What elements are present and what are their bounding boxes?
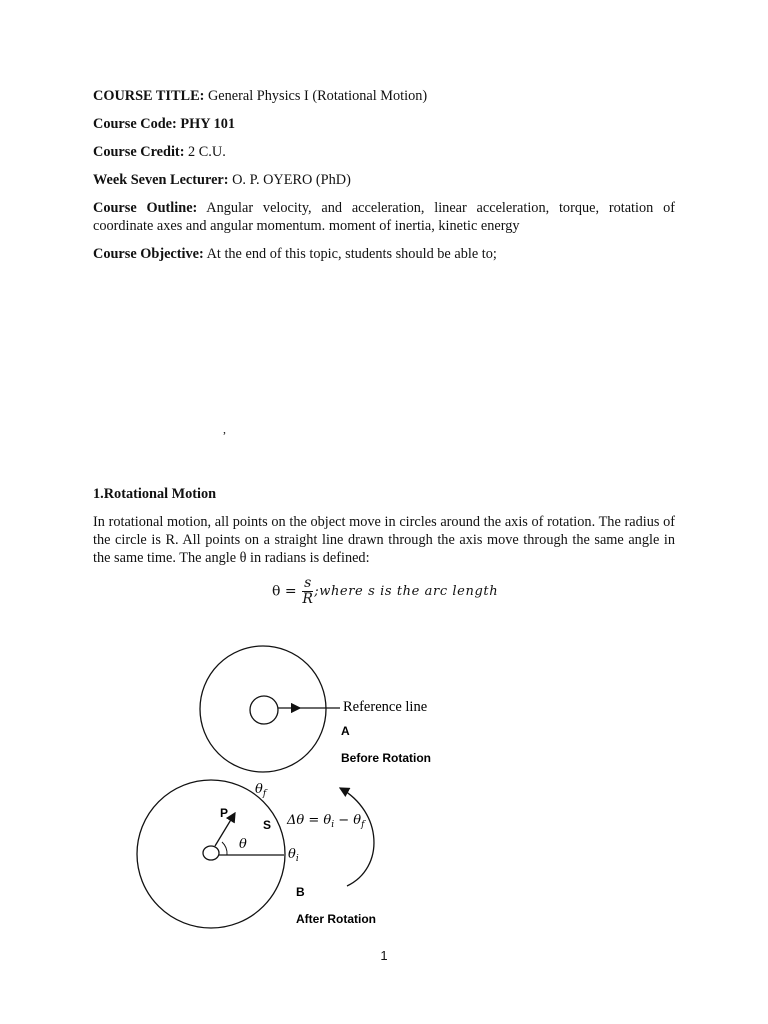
axis-circle-b — [203, 846, 219, 860]
objective-value: At the end of this topic, students should be able to; — [203, 246, 497, 262]
formula-numerator: s — [304, 575, 312, 591]
section-heading: 1.Rotational Motion — [93, 486, 217, 502]
point-p-label: P — [220, 806, 229, 820]
arc-s-label: S — [263, 818, 272, 832]
theta-i-label: $\theta_i$ — [288, 847, 299, 864]
theta-label: θ — [239, 837, 247, 852]
lecturer-label: Week Seven Lecturer: — [93, 172, 229, 188]
delta-theta-equation: $\Delta\theta = \theta_i - \theta_f$ — [287, 813, 365, 830]
outline-label: Course Outline: — [93, 200, 198, 216]
course-title-value: General Physics I (Rotational Motion) — [204, 88, 428, 104]
outer-circle-b — [137, 780, 285, 928]
theta-f-label: $\theta_f$ — [255, 782, 267, 799]
outer-circle-a — [200, 646, 326, 772]
objective-label: Course Objective: — [93, 246, 204, 262]
formula-rest: ;where s is the arc length — [314, 584, 499, 599]
course-title-label: COURSE TITLE: — [93, 88, 205, 104]
course-code-value: PHY 101 — [180, 116, 236, 132]
axis-circle-a — [250, 696, 278, 724]
rotation-arrow — [340, 788, 374, 886]
before-rotation-caption: Before Rotation — [341, 751, 431, 765]
course-credit-value: 2 C.U. — [184, 144, 226, 160]
after-rotation-caption: After Rotation — [296, 912, 376, 926]
course-credit-label: Course Credit: — [93, 144, 185, 160]
formula-lhs: θ = — [272, 583, 302, 600]
page-number: 1 — [380, 948, 388, 963]
course-code-label: Course Code: — [93, 116, 177, 132]
theta-arc — [222, 842, 227, 855]
figure-a-label: A — [341, 724, 350, 738]
stray-comma: , — [223, 422, 226, 436]
figure-b-label: B — [296, 885, 305, 899]
formula-denominator: R — [302, 591, 313, 607]
outline-value: Angular velocity, and acceleration, linear acceleration, torque, rotation of coordinate axes and angular momentum. moment of inertia, kinetic energy — [93, 200, 675, 234]
lecturer-value: O. P. OYERO (PhD) — [228, 172, 351, 188]
section-paragraph: In rotational motion, all points on the object move in circles around the axis of rotation. The radius of the circle is R. All points on a straight line drawn through the axis move through the same angle in the same time. The angle θ in radians is defined: — [93, 514, 675, 566]
reference-line-label: Reference line — [343, 699, 428, 715]
